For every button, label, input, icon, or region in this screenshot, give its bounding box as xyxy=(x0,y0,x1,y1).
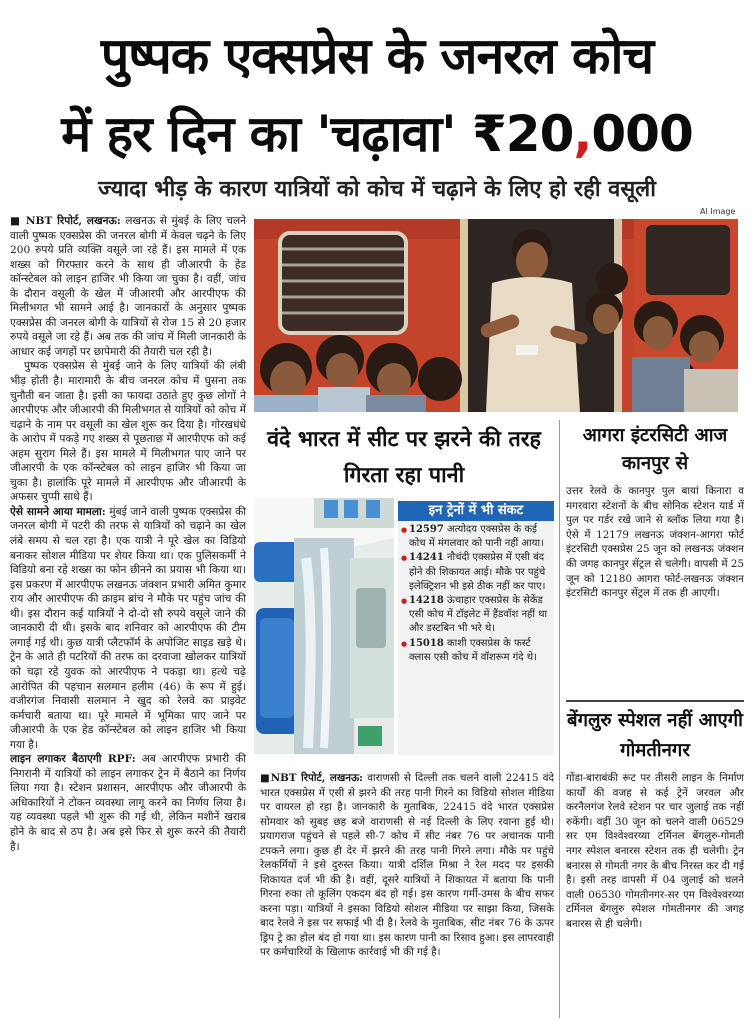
train-issue: नौचंदी एक्सप्रेस में एसी बंद होने की शिकायत आई। मौके पर पहुंचे इलेक्ट्रिशन भी इसे ठीक नहीं कर पाए। xyxy=(409,552,546,592)
headline-line2-text: में हर दिन का 'चढ़ावा' ₹20 xyxy=(61,105,574,163)
bengaluru-special-heading: बेंगलुरु स्पेशल नहीं आएगी गोमतीनगर xyxy=(567,710,743,761)
list-item xyxy=(402,637,550,665)
other-trains-box xyxy=(398,501,554,755)
train-issue: ऊंचाहार एक्सप्रेस के सेकेंड एसी कोच में टॉइलेट में हैंडवॉश नहीं था और डस्टबिन भी भरे थे। xyxy=(409,595,548,635)
train-number: 12597 xyxy=(409,524,444,535)
other-trains-list xyxy=(398,521,554,665)
lead-p1-text: लखनऊ से मुंबई के लिए चलने वाली पुष्पक एक्सप्रेस की जनरल बोगी में केवल चढ़ने के लिए 200 रुपये प्रति व्यक्ति वसूले जा रहे हैं। इस मामले में एक शख्स को गिरफ्तार करने के साथ ही जीआरपी के हेड कॉन्स्टेबल को लाइन हाजिर भी किया जा चुका है। वहीं, जांच के दौरान वसूली के खेल में जीआरपी और आरपीएफ की मिलीभगत भी सामने आई है। जानकारों के अनुसार पुष्पक एक्सप्रेस की जनरल बोगी के यात्रियों से रोज 15 से 20 हजार रुपये वसूले जा रहे हैं। अब तक की जांच में मिली जानकारी के आधार कई जगहों पर छापेमारी की तैयारी चल रही है। xyxy=(10,215,246,358)
lead-subhead-1: ऐसे सामने आया मामला: xyxy=(10,505,106,518)
train-issue: अत्योदय एक्सप्रेस के कई कोच में मंगलवार को पानी नहीं आया। xyxy=(409,524,544,550)
column-divider xyxy=(559,420,560,1018)
train-number: 14218 xyxy=(409,595,444,607)
main-headline-line2 xyxy=(8,98,746,170)
photo-credit: AI Image xyxy=(700,207,736,216)
section-divider xyxy=(566,700,744,702)
lead-subhead-2: लाइन लगाकर बैठाएगी RPF: xyxy=(10,753,136,766)
lead-paragraph-3 xyxy=(10,505,246,752)
list-item xyxy=(402,523,550,551)
vande-bharat-paragraph xyxy=(260,771,554,960)
vande-bharat-byline: ■NBT रिपोर्ट, लखनऊ: xyxy=(260,772,363,784)
bengaluru-special-story xyxy=(566,771,744,1019)
bengaluru-body: गोंडा-बाराबंकी रूट पर तीसरी लाइन के निर्माण कार्यों की वजह से कई ट्रेनें जरवल और करनैलगंज रेलवे स्टेशन पर चार जुलाई तक नहीं रुकेंगी। वहीं 30 जून को चलने वाली 06529 सर एम विश्वेश्वरय्या टर्मिनल बेंगलुरु-गोमती नगर स्पेशल बनारस स्टेशन तक ही चलेगी। ट्रेन बनारस से गोमती नगर के बीच निरस्त कर दी गई है। इसी तरह वापसी में 04 जुलाई को चलने वाली 06530 गोमतीनगर-सर एम विश्वेश्वरय्या टर्मिनल बेंगलुरु स्पेशल गोमतीनगर की जगह बनारस से ही चलेगी। xyxy=(566,772,744,930)
main-headline-line1: पुष्पक एक्सप्रेस के जनरल कोच xyxy=(100,27,654,85)
train-issue: काशी एक्सप्रेस के फर्स्ट क्लास एसी कोच में वॉशरूम गंदे थे। xyxy=(409,637,537,663)
lead-byline: ■ NBT रिपोर्ट, लखनऊ: xyxy=(10,215,121,227)
lead-paragraph-4 xyxy=(10,752,246,854)
lead-p4-text: अब आरपीएफ प्रभारी की निगरानी में यात्रियों को लाइन लगाकर ट्रेन में बैठाने का निर्णय लिया गया है। स्टेशन प्रशासन, आरपीएफ और जीआरपी के अधिकारियों ने टोकन व्यवस्था लागू करने का निर्णय लिया है। यह व्यवस्था पहले भी शुरू की गई थी, लेकिन मशीनें खराब होने के बाद से ठप है। अब इसे फिर से शुरू करने की तैयारी है। xyxy=(10,753,246,853)
headline-line2-tail: 000 xyxy=(591,105,693,163)
train-interior-photo xyxy=(254,498,394,754)
list-item xyxy=(402,594,550,637)
agra-intercity-heading: आगरा इंटरसिटी आज कानपुर से xyxy=(582,425,728,474)
train-number: 14241 xyxy=(409,552,444,564)
vande-bharat-story xyxy=(260,771,554,1019)
list-item xyxy=(402,551,550,594)
headline-red-comma: , xyxy=(573,105,592,163)
sub-headline: ज्यादा भीड़ के कारण यात्रियों को कोच में चढ़ाने के लिए हो रही वसूली xyxy=(98,177,656,202)
lead-paragraph-2: पुष्पक एक्सप्रेस से मुंबई जाने के लिए यात्रियों की लंबी भीड़ होती है। मारामारी के बीच जनरल कोच में घुसना तक चुनौती बन जाता है। इसी का फायदा उठाते हुए कुछ लोगों ने आरपीएफ और जीआरपी की मिलीभगत से यात्रियों को कोच में चढ़ाने के नाम पर वसूली का खेल शुरू कर दिया है। गोरखधंधे के आरोप में पकड़े गए शख्स से पूछताछ में आरपीएफ को कई अहम सुराग मिले हैं। इस मामले में मिलीभगत पाए जाने पर जीआरपी के एक कॉन्स्टेबल को लाइन हाजिर भी किया जा चुका है। हालांकि पूरे मामले में आरपीएफ और जीआरपी के अफसर चुप्पी साधे हैं। xyxy=(10,360,246,504)
train-number: 15018 xyxy=(409,637,444,649)
agra-intercity-story xyxy=(566,484,744,699)
lead-story-column xyxy=(10,214,246,1014)
train-crowd-photo xyxy=(254,219,738,412)
vande-bharat-heading: वंदे भारत में सीट पर झरने की तरह गिरता रहा पानी xyxy=(267,427,541,488)
vande-bharat-body: वाराणसी से दिल्ली तक चलने वाली 22415 वंदे भारत एक्सप्रेस में एसी से झरने की तरह पानी गिरने का विडियो सोशल मीडिया पर वायरल हो रहा है। जानकारी के मुताबिक, 22415 वंदे भारत एक्सप्रेस सोमवार को सुबह छह बजे वाराणसी से नई दिल्ली के लिए रवाना हुई थी। प्रयागराज पहुंचने से पहले सी-7 कोच में सीट नंबर 76 पर अचानक पानी टपकने लगा। कुछ ही देर में झरने की तरह पानी गिरने लगा। मौके पर पहुंचे रेलकर्मियों ने इसे दुरुस्त किया। यात्री दर्शिल मिश्रा ने रेल मदद पर इसकी शिकायत दर्ज भी की है। वहीं, दूसरे यात्रियों ने शिकायत में बताया कि पानी गिरना रुका तो कूलिंग एकदम बंद हो गई। इस कारण गर्मी-उमस के बीच सफर करना पड़ा। यात्रियों ने इसका विडियो सोशल मीडिया पर साझा किया, जिसके बाद रेलवे ने इस पर सफाई भी दी है। रेलवे के मुताबिक, सीट नंबर 76 के ऊपर ड्रिप ट्रे का होल बंद हो गया था। इस कारण पानी का रिसाव हुआ। इस लापरवाही पर कर्मचारियों के खिलाफ कार्रवाई भी की गई है। xyxy=(260,772,554,958)
lead-p3-text: मुंबई जाने वाली पुष्पक एक्सप्रेस की जनरल बोगी में पटरी की तरफ से यात्रियों को चढ़ाने का खेल लंबे समय से चल रहा है। एक यात्री ने पूरे खेल का विडियो बनाकर सोशल मीडिया पर शेयर किया था। एक पुलिसकर्मी ने विडियो बना रहे शख्स का फोन छीनने का प्रयास भी किया था। इस प्रकरण में आरपीएफ लखनऊ जंक्शन प्रभारी अमित कुमार राय और आरपीएफ की क्राइम ब्रांच ने मौके पर पहुंच जांच की थी। इस दौरान कई यात्रियों ने दो-दो सौ रुपये वसूले जाने की जानकारी दी थी। इसके बाद शनिवार को आरपीएफ की टीम लगाई गई थी। कुछ यात्री प्लैटफॉर्म के अपोजिट साइड खड़े थे। ट्रेन के आते ही पटरियों की तरफ का दरवाजा खोलकर यात्रियों को चढ़ा रहे युवक को आरपीएफ ने पकड़ा था। हत्थे चढ़े आरोपित की पहचान सलमान हलीम (46) के रूप में हुई। वजीरगंज निवासी सलमान ने खुद को रेलवे का प्राइवेट कर्मचारी बताया था। पूरे मामले में भूमिका पाए जाने पर जीआरपी के एक हेड कॉन्स्टेबल को लाइन हाजिर भी किया गया है। xyxy=(10,505,246,751)
lead-paragraph-1 xyxy=(10,214,246,359)
agra-body: उत्तर रेलवे के कानपुर पुल बायां किनारा व मगरवारा स्टेशनों के बीच सोनिक स्टेशन यार्ड में पुल पर गर्डर रखे जाने से ब्लॉक लिया गया है। ऐसे में 12179 लखनऊ जंक्शन-आगरा फोर्ट इंटरसिटी एक्सप्रेस 25 जून को लखनऊ जंक्शन की जगह कानपुर सेंट्रल से चलेगी। वापसी में 25 जून को 12180 आगरा फोर्ट-लखनऊ जंक्शन इंटरसिटी कानपुर सेंट्रल में तक ही आएगी। xyxy=(566,485,744,600)
other-trains-box-title: इन ट्रेनों में भी संकट xyxy=(398,501,554,521)
